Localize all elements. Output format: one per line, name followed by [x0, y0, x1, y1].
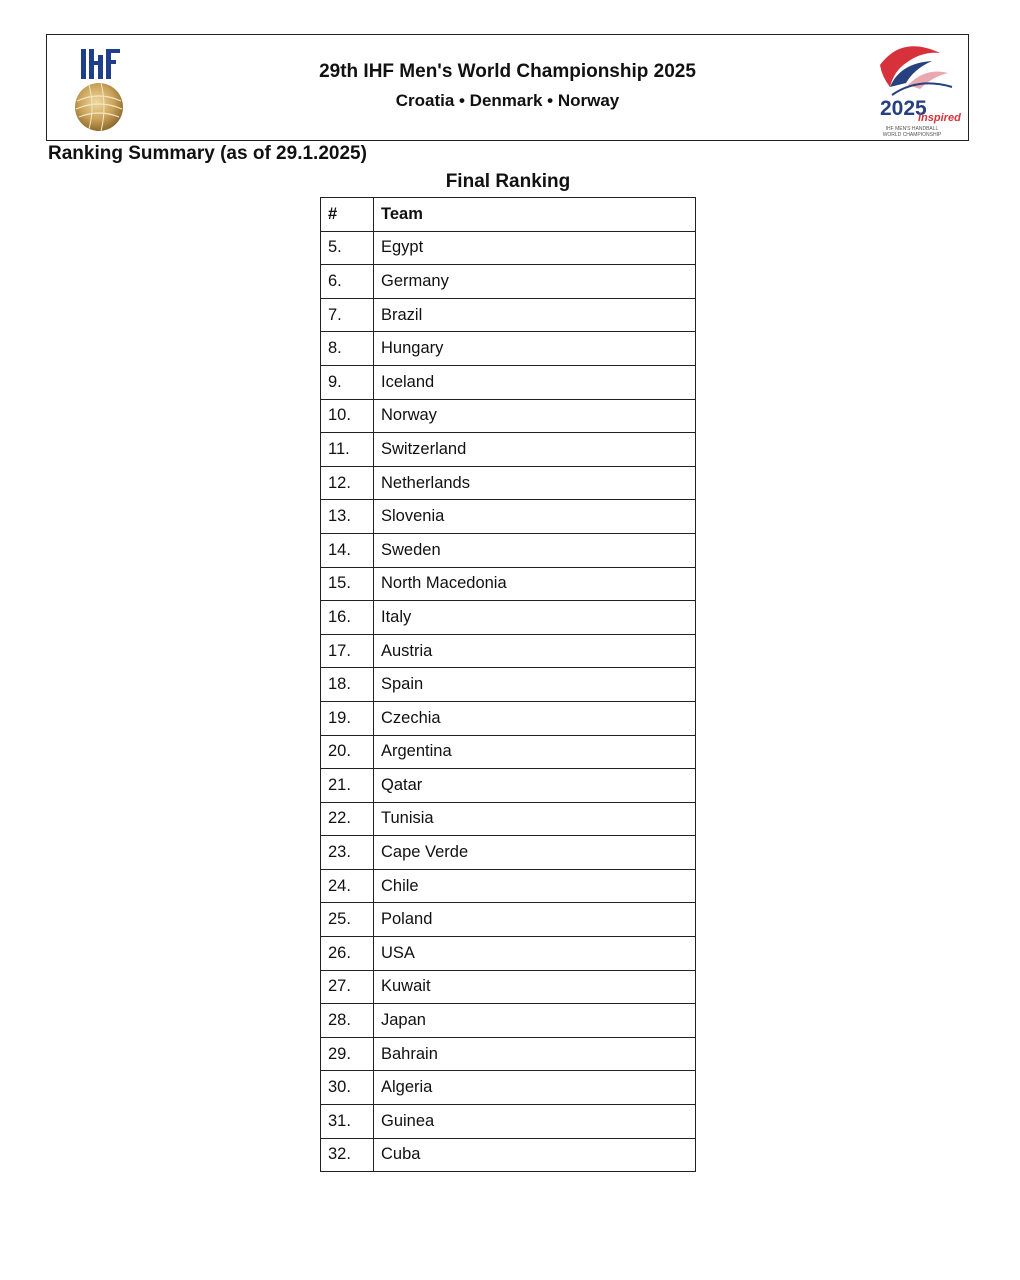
table-row	[321, 399, 696, 433]
table-row	[321, 231, 696, 265]
rank-cell: 25.	[321, 903, 374, 937]
team-cell: Algeria	[374, 1071, 696, 1105]
team-cell: Cape Verde	[374, 836, 696, 870]
rank-cell: 22.	[321, 802, 374, 836]
rank-cell: 14.	[321, 533, 374, 567]
rank-cell: 7.	[321, 298, 374, 332]
table-row	[321, 500, 696, 534]
ranking-summary-title: Ranking Summary (as of 29.1.2025)	[48, 143, 367, 164]
table-row	[321, 836, 696, 870]
rank-cell: 21.	[321, 769, 374, 803]
rank-cell: 29.	[321, 1037, 374, 1071]
team-cell: Qatar	[374, 769, 696, 803]
event-logo	[862, 37, 962, 137]
team-cell: Chile	[374, 869, 696, 903]
team-cell: Sweden	[374, 533, 696, 567]
table-row	[321, 769, 696, 803]
team-cell: Switzerland	[374, 433, 696, 467]
table-row	[321, 466, 696, 500]
table-row	[321, 668, 696, 702]
team-cell: Czechia	[374, 701, 696, 735]
rank-cell: 28.	[321, 1004, 374, 1038]
team-cell: Egypt	[374, 231, 696, 265]
ihf-logo	[67, 41, 137, 137]
team-cell: Guinea	[374, 1105, 696, 1139]
rank-cell: 6.	[321, 265, 374, 299]
column-header-team: Team	[374, 198, 696, 232]
table-row	[321, 265, 696, 299]
table-row	[321, 970, 696, 1004]
rank-cell: 30.	[321, 1071, 374, 1105]
table-row	[321, 298, 696, 332]
team-cell: Slovenia	[374, 500, 696, 534]
event-logo-caption-2: WORLD CHAMPIONSHIP	[882, 132, 942, 137]
team-cell: Argentina	[374, 735, 696, 769]
rank-cell: 9.	[321, 365, 374, 399]
table-row	[321, 601, 696, 635]
table-row	[321, 869, 696, 903]
table-row	[321, 735, 696, 769]
ranking-table	[320, 197, 696, 1172]
header-box	[46, 34, 969, 141]
ranking-table-body	[321, 231, 696, 1172]
table-row	[321, 567, 696, 601]
table-row	[321, 701, 696, 735]
rank-cell: 20.	[321, 735, 374, 769]
rank-cell: 12.	[321, 466, 374, 500]
rank-cell: 31.	[321, 1105, 374, 1139]
team-cell: Hungary	[374, 332, 696, 366]
rank-cell: 16.	[321, 601, 374, 635]
team-cell: Iceland	[374, 365, 696, 399]
rank-cell: 32.	[321, 1138, 374, 1172]
rank-cell: 17.	[321, 634, 374, 668]
rank-cell: 15.	[321, 567, 374, 601]
rank-cell: 13.	[321, 500, 374, 534]
team-cell: Austria	[374, 634, 696, 668]
rank-cell: 18.	[321, 668, 374, 702]
team-cell: Spain	[374, 668, 696, 702]
team-cell: Netherlands	[374, 466, 696, 500]
event-title: 29th IHF Men's World Championship 2025	[319, 61, 696, 82]
team-cell: Tunisia	[374, 802, 696, 836]
table-header-row	[321, 198, 696, 232]
table-row	[321, 1037, 696, 1071]
team-cell: Italy	[374, 601, 696, 635]
rank-cell: 23.	[321, 836, 374, 870]
event-logo-caption-1: IHF MEN'S HANDBALL	[885, 126, 939, 132]
rank-cell: 19.	[321, 701, 374, 735]
final-ranking-title: Final Ranking	[445, 171, 571, 192]
team-cell: Norway	[374, 399, 696, 433]
team-cell: North Macedonia	[374, 567, 696, 601]
table-row	[321, 802, 696, 836]
table-row	[321, 1105, 696, 1139]
rank-cell: 10.	[321, 399, 374, 433]
table-row	[321, 332, 696, 366]
rank-cell: 5.	[321, 231, 374, 265]
rank-cell: 8.	[321, 332, 374, 366]
team-cell: Poland	[374, 903, 696, 937]
table-row	[321, 533, 696, 567]
rank-cell: 27.	[321, 970, 374, 1004]
team-cell: Germany	[374, 265, 696, 299]
table-row	[321, 634, 696, 668]
team-cell: Cuba	[374, 1138, 696, 1172]
event-logo-tag: inspired	[918, 112, 961, 124]
column-header-rank: #	[321, 198, 374, 232]
table-row	[321, 1071, 696, 1105]
team-cell: Kuwait	[374, 970, 696, 1004]
event-logo-year: 2025	[880, 97, 927, 120]
table-row	[321, 937, 696, 971]
rank-cell: 24.	[321, 869, 374, 903]
rank-cell: 11.	[321, 433, 374, 467]
team-cell: USA	[374, 937, 696, 971]
rank-cell: 26.	[321, 937, 374, 971]
host-countries: Croatia • Denmark • Norway	[395, 91, 620, 110]
table-row	[321, 1004, 696, 1038]
team-cell: Bahrain	[374, 1037, 696, 1071]
table-row	[321, 903, 696, 937]
team-cell: Japan	[374, 1004, 696, 1038]
table-row	[321, 365, 696, 399]
table-row	[321, 433, 696, 467]
table-row	[321, 1138, 696, 1172]
team-cell: Brazil	[374, 298, 696, 332]
